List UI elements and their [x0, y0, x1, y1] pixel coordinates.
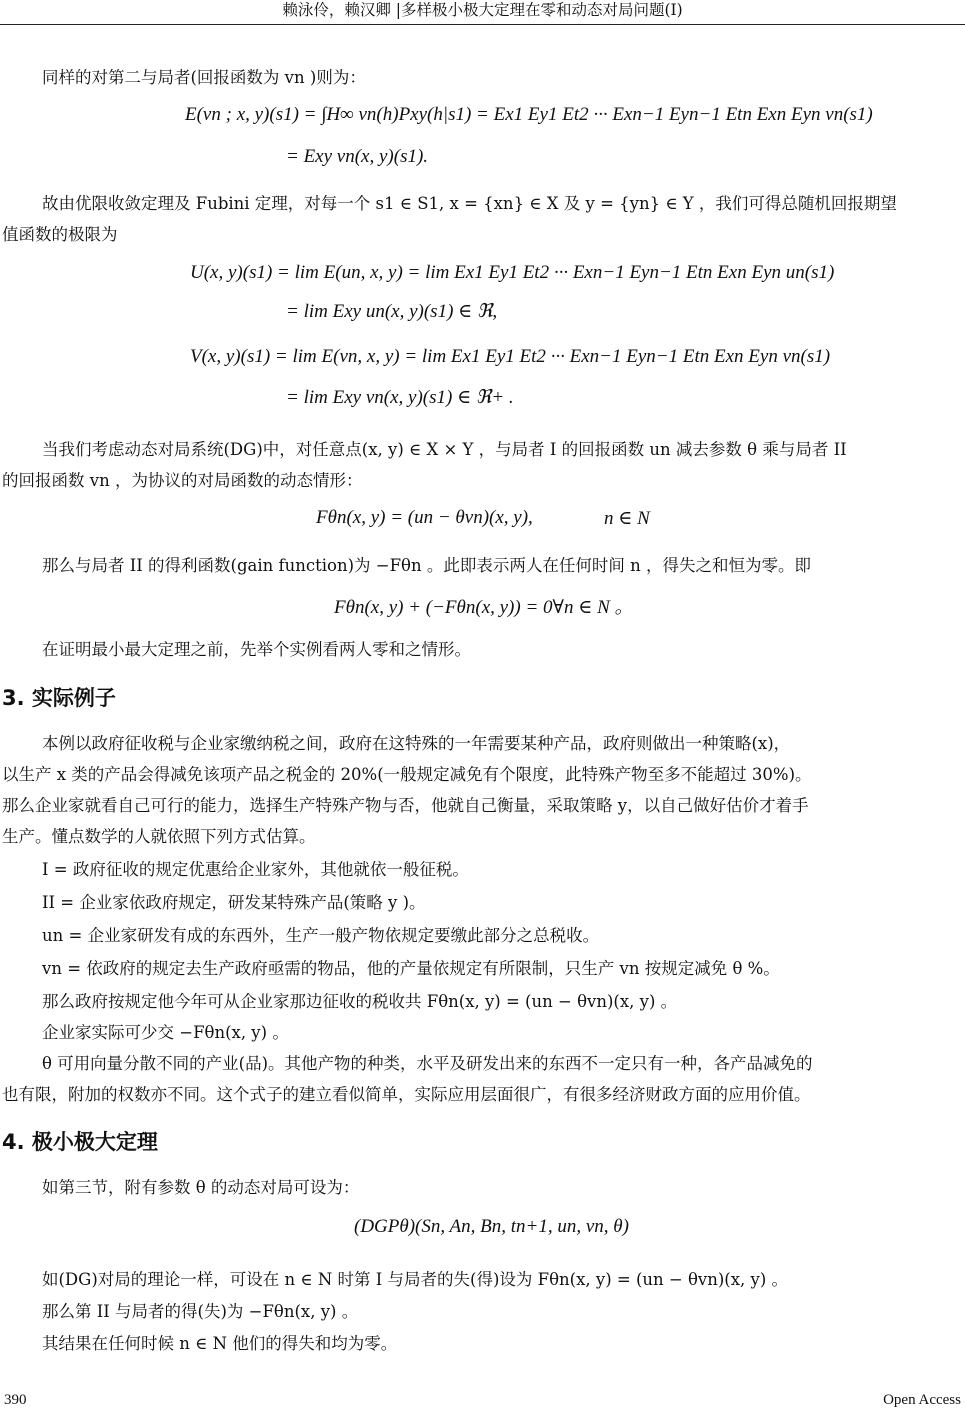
running-header	[0, 0, 965, 20]
equation-expected-payoff-v: E(vn ; x, y)(s1) = ∫H∞ vn(h)Pxy(h|s1) = Ex1 Ey1 Et2 ··· Exn−1 Eyn−1 Etn Exn Eyn vn(s1)	[185, 104, 873, 125]
minimax-paragraph-player-one-loss: 如(DG)对局的理论一样，可设在 n ∈ N 时第 I 与局者的失(得)设为 Fθn(x, y) = (un − θvn)(x, y) 。	[42, 1270, 789, 1289]
section-heading-example: 3. 实际例子	[2, 686, 116, 710]
equation-limit-u-result: = lim Exy un(x, y)(s1) ∈ ℜ,	[286, 301, 498, 322]
equation-game-function-condition: n ∈ N	[604, 508, 650, 529]
paragraph-fubini-line2: 值函数的极限为	[2, 225, 118, 244]
equation-expected-payoff-v-result: = Exy vn(x, y)(s1).	[286, 146, 429, 167]
paragraph-dynamic-game-line2: 的回报函数 vn ，为协议的对局函数的动态情形：	[2, 471, 363, 490]
equation-game-function: Fθn(x, y) = (un − θvn)(x, y),	[316, 507, 533, 528]
minimax-paragraph-intro: 如第三节，附有参数 θ 的动态对局可设为：	[42, 1178, 360, 1197]
minimax-paragraph-player-two-gain: 那么第 II 与局者的得(失)为 −Fθn(x, y) 。	[42, 1302, 359, 1321]
journal-label: Open Access	[883, 1392, 961, 1408]
equation-zero-sum: Fθn(x, y) + (−Fθn(x, y)) = 0∀n ∈ N 。	[334, 597, 634, 618]
equation-dgp-theta: (DGPθ)(Sn, An, Bn, tn+1, un, vn, θ)	[354, 1216, 629, 1237]
equation-limit-v: V(x, y)(s1) = lim E(vn, x, y) = lim Ex1 Ey1 Et2 ··· Exn−1 Eyn−1 Etn Exn Eyn vn(s1)	[190, 346, 831, 367]
paragraph-fubini-line1: 故由优限收敛定理及 Fubini 定理，对每一个 s1 ∈ S1, x = {xn} ∈ X 及 y = {yn} ∈ Y ，我们可得总随机回报期望	[42, 194, 897, 213]
paragraph-player-two-intro: 同样的对第二与局者(回报函数为 vn )则为：	[42, 68, 366, 87]
definition-v-n: vn = 依政府的规定去生产政府亟需的物品，他的产量依规定有所限制，只生产 vn 按规定减免 θ %。	[42, 959, 780, 978]
running-title: 赖泳伶，赖汉卿 |多样极小极大定理在零和动态对局问题(I)	[282, 1, 683, 19]
definition-u-n: un = 企业家研发有成的东西外，生产一般产物依规定要缴此部分之总税收。	[42, 926, 600, 945]
example-paragraph-line4: 生产。懂点数学的人就依照下列方式估算。	[2, 827, 316, 846]
definition-player-two: II = 企业家依政府规定，研发某特殊产品(策略 y )。	[42, 893, 426, 912]
definition-tax-saved: 企业家实际可少交 −Fθn(x, y) 。	[42, 1023, 289, 1042]
example-paragraph-line2: 以生产 x 类的产品会得减免该项产品之税金的 20%(一般规定减免有个限度，此特殊产物至多不能超过 30%)。	[2, 765, 812, 784]
paragraph-before-proof: 在证明最小最大定理之前，先举个实例看两人零和之情形。	[42, 640, 471, 659]
header-rule	[0, 24, 965, 25]
definition-tax-collected: 那么政府按规定他今年可从企业家那边征收的税收共 Fθn(x, y) = (un − θvn)(x, y) 。	[42, 992, 678, 1011]
definition-player-one: I = 政府征收的规定优惠给企业家外，其他就依一般征税。	[42, 860, 469, 879]
equation-limit-v-result: = lim Exy vn(x, y)(s1) ∈ ℜ+ .	[286, 387, 514, 408]
theta-paragraph-line2: 也有限，附加的权数亦不同。这个式子的建立看似简单，实际应用层面很广，有很多经济财政方面的应用价值。	[2, 1085, 811, 1104]
section-heading-minimax: 4. 极小极大定理	[2, 1130, 158, 1154]
example-paragraph-line1: 本例以政府征收税与企业家缴纳税之间，政府在这特殊的一年需要某种产品，政府则做出一种策略(x)，	[42, 734, 791, 753]
theta-paragraph-line1: θ 可用向量分散不同的产业(品)。其他产物的种类，水平及研发出来的东西不一定只有一种，各产品减免的	[42, 1054, 813, 1073]
page-number: 390	[4, 1392, 27, 1408]
minimax-paragraph-zero-sum: 其结果在任何时候 n ∈ N 他们的得失和均为零。	[42, 1334, 398, 1353]
paragraph-gain-function: 那么与局者 II 的得利函数(gain function)为 −Fθn 。此即表示两人在任何时间 n ，得失之和恒为零。即	[42, 556, 811, 575]
example-paragraph-line3: 那么企业家就看自己可行的能力，选择生产特殊产物与否，他就自己衡量，采取策略 y，以自己做好估价才着手	[2, 796, 809, 815]
equation-limit-u: U(x, y)(s1) = lim E(un, x, y) = lim Ex1 Ey1 Et2 ··· Exn−1 Eyn−1 Etn Exn Eyn un(s1)	[190, 262, 835, 283]
paragraph-dynamic-game-line1: 当我们考虑动态对局系统(DG)中，对任意点(x, y) ∈ X × Y ，与局者 I 的回报函数 un 减去参数 θ 乘与局者 II	[42, 440, 847, 459]
